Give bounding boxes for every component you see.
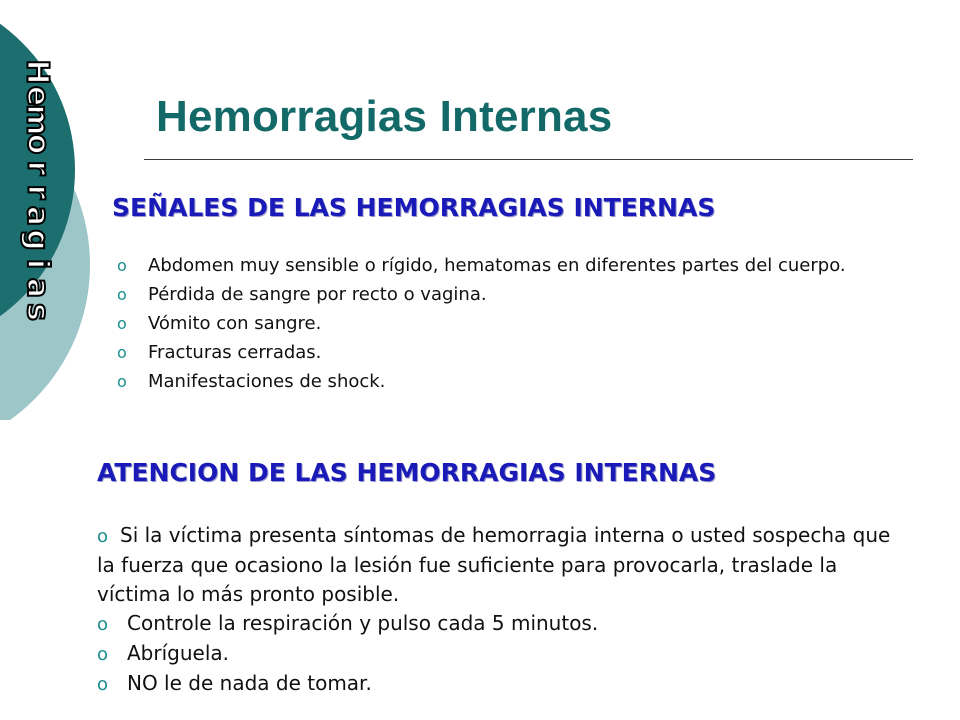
signs-list [117, 255, 897, 400]
vertical-letter: r [19, 184, 55, 200]
list-item [117, 284, 897, 306]
bullet-circle-icon: o [97, 526, 109, 547]
section-heading-care: ATENCION DE LAS HEMORRAGIAS INTERNAS [97, 458, 717, 487]
vertical-letter: i [19, 258, 55, 270]
list-item-text: Pérdida de sangre por recto o vagina. [148, 284, 487, 305]
list-item [97, 609, 897, 639]
care-paragraph-text: Si la víctima presenta síntomas de hemorragia interna o usted sospecha que la fuerza que ocasiono la lesión fue suficiente para provocarla, traslade la víctima lo más pronto posible. [97, 523, 891, 606]
list-item-text: Abríguela. [127, 641, 230, 665]
list-item [117, 371, 897, 393]
list-item-text: Manifestaciones de shock. [148, 371, 386, 392]
bullet-circle-icon: o [97, 644, 109, 665]
list-item [117, 255, 897, 277]
title-divider [144, 159, 913, 160]
vertical-letter: s [19, 303, 55, 321]
vertical-letter: H [19, 59, 55, 85]
bullet-circle-icon: o [117, 285, 127, 304]
list-item-text: Controle la respiración y pulso cada 5 minutos. [127, 611, 599, 635]
bullet-circle-icon: o [117, 314, 127, 333]
list-item [117, 342, 897, 364]
vertical-letter: g [19, 229, 55, 251]
vertical-letter: a [20, 277, 55, 299]
vertical-letter: a [20, 205, 55, 227]
list-item [117, 313, 897, 335]
list-item [97, 639, 897, 669]
list-item-text: Fracturas cerradas. [148, 342, 322, 363]
care-paragraph [97, 521, 897, 609]
bullet-circle-icon: o [117, 256, 127, 275]
list-item-text: Vómito con sangre. [148, 313, 322, 334]
slide-title: Hemorragias Internas [156, 92, 613, 141]
vertical-word-hemorragias [6, 60, 70, 324]
section-heading-signs: SEÑALES DE LAS HEMORRAGIAS INTERNAS [112, 193, 716, 222]
care-list [97, 521, 897, 699]
list-item [97, 669, 897, 699]
vertical-letter: o [20, 133, 55, 155]
vertical-letter: m [19, 104, 55, 136]
list-item-text: Abdomen muy sensible o rígido, hematomas en diferentes partes del cuerpo. [148, 255, 846, 276]
list-item-text: NO le de nada de tomar. [127, 671, 372, 695]
vertical-letter: r [19, 160, 55, 176]
bullet-circle-icon: o [117, 343, 127, 362]
vertical-letter: e [19, 85, 55, 107]
bullet-circle-icon: o [117, 372, 127, 391]
bullet-circle-icon: o [97, 614, 109, 635]
bullet-circle-icon: o [97, 674, 109, 695]
